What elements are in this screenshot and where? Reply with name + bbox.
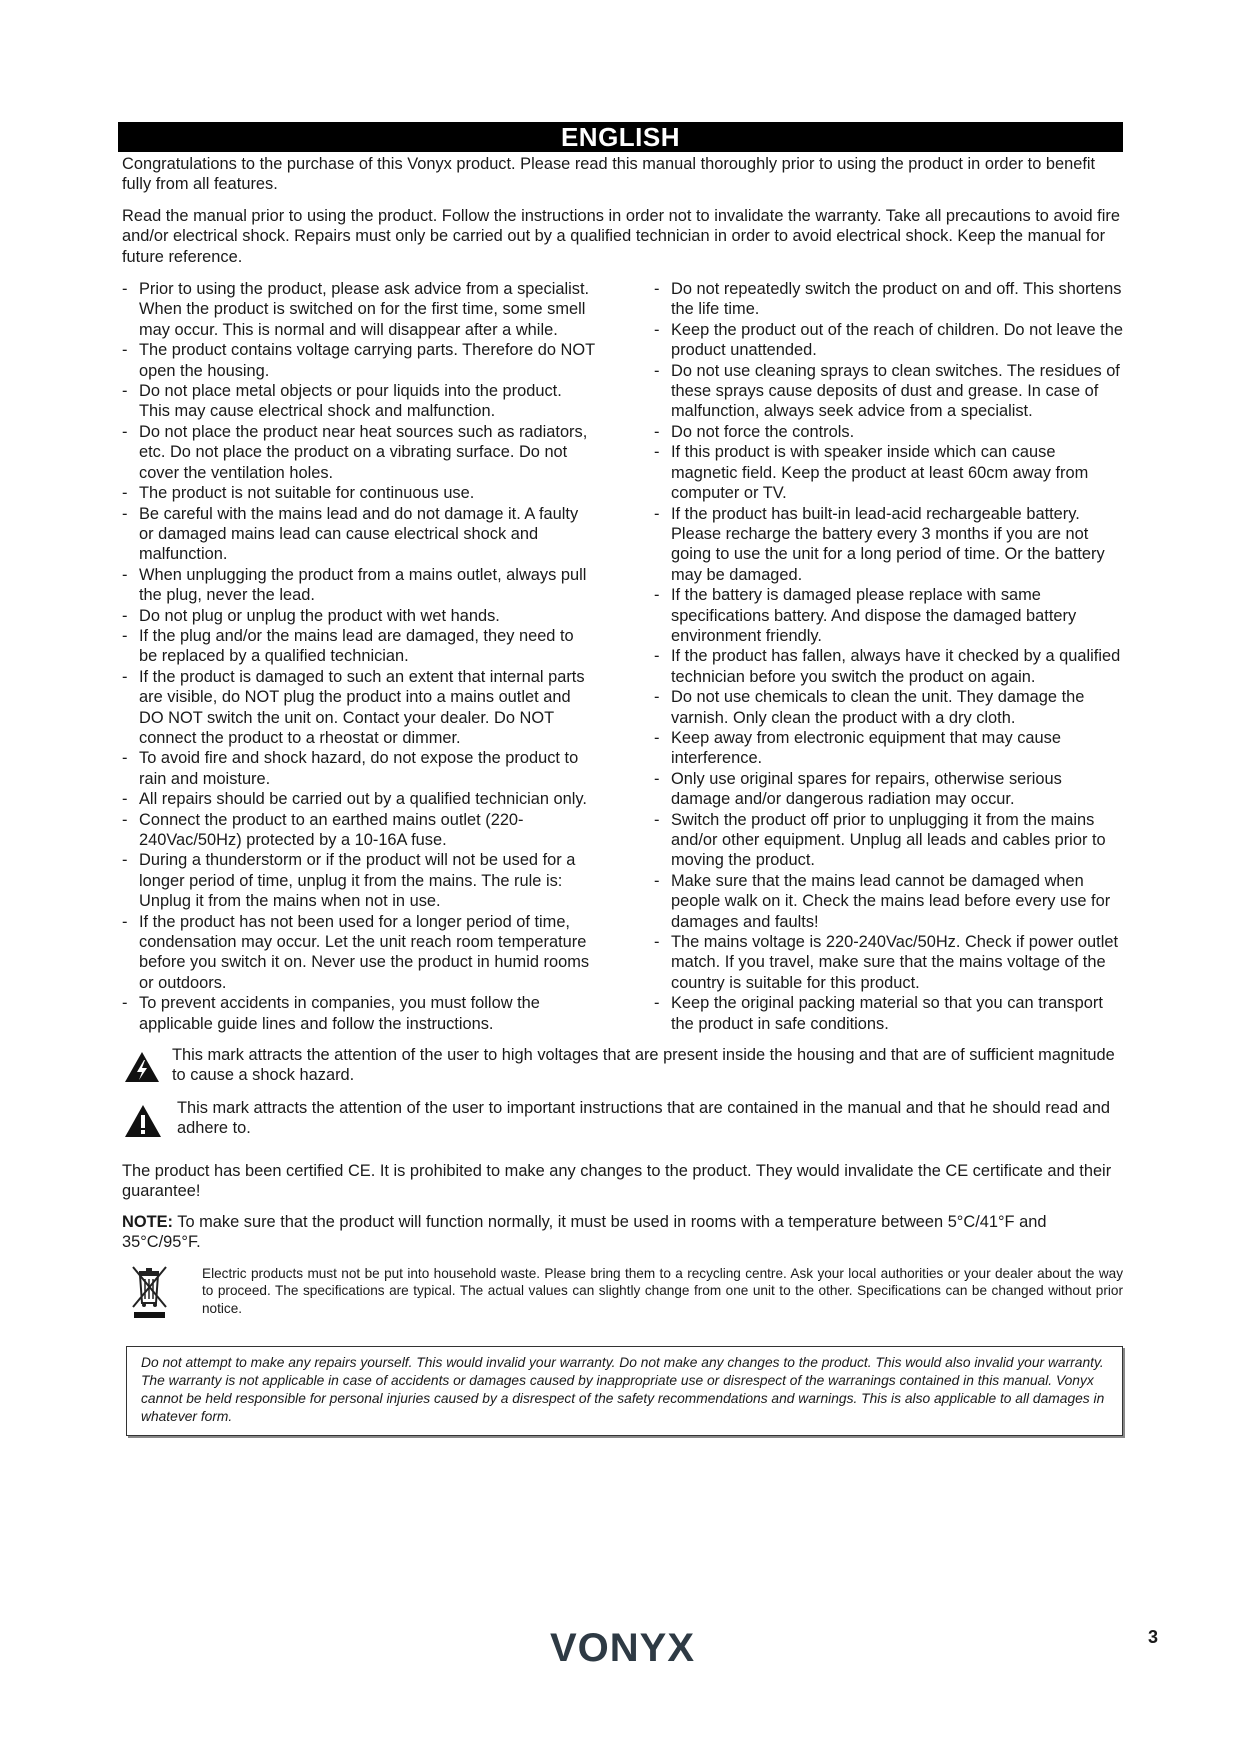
language-banner: ENGLISH xyxy=(118,122,1123,152)
safety-list-left xyxy=(118,279,596,1034)
safety-item: - To prevent accidents in companies, you must follow the applicable guide lines and follow the instructions. xyxy=(122,993,596,1034)
safety-item: - If the battery is damaged please replace with same specifications battery. And dispose the damaged battery environment friendly. xyxy=(654,585,1123,646)
safety-item: - If the product has not been used for a longer period of time, condensation may occur. Let the unit reach room temperature before you switch it on. Never use the product in humid rooms or outdoors. xyxy=(122,912,596,994)
safety-instructions xyxy=(118,279,1123,1034)
note-text: To make sure that the product will function normally, it must be used in rooms with a temperature between 5°C/41°F and 35°C/95°F. xyxy=(122,1212,1047,1252)
safety-item: - The product contains voltage carrying parts. Therefore do NOT open the housing. xyxy=(122,340,596,381)
safety-item: - When unplugging the product from a mains outlet, always pull the plug, never the lead. xyxy=(122,565,596,606)
safety-item: - Only use original spares for repairs, otherwise serious damage and/or dangerous radiation may occur. xyxy=(654,769,1123,810)
warranty-text: Do not attempt to make any repairs yourself. This would invalid your warranty. Do not make any changes to the product. This would also invalid your warranty. The warranty is not applicable in case of accidents or damages caused by inappropriate use or disrespect of the warranings contained in this manual. Vonyx cannot be held responsible for personal injuries caused by a disrespect of the safety recommendations and warnings. This is also applicable to all damages in whatever form. xyxy=(141,1354,1105,1425)
manual-page xyxy=(118,122,1123,1436)
safety-item: - Do not place the product near heat sources such as radiators, etc. Do not place the product on a vibrating surface. Do not cover the ventilation holes. xyxy=(122,422,596,483)
safety-item: - Keep away from electronic equipment that may cause interference. xyxy=(654,728,1123,769)
safety-item: - The mains voltage is 220-240Vac/50Hz. Check if power outlet match. If you travel, make sure that the mains voltage of the country is suitable for this product. xyxy=(654,932,1123,993)
instructions-mark-text: This mark attracts the attention of the user to important instructions that are contained in the manual and that he should read and adhere to. xyxy=(177,1099,1110,1138)
safety-item: - If the plug and/or the mains lead are damaged, they need to be replaced by a qualified technician. xyxy=(122,626,596,667)
exclamation-warning-icon xyxy=(118,1098,177,1143)
note-label: NOTE: xyxy=(122,1212,173,1231)
safety-item: - If this product is with speaker inside which can cause magnetic field. Keep the product at least 60cm away from computer or TV. xyxy=(654,442,1123,503)
instructions-mark xyxy=(118,1098,1123,1143)
ce-certification-text: The product has been certified CE. It is prohibited to make any changes to the product. They would invalidate the CE certificate and their guarantee! xyxy=(122,1162,1112,1201)
warranty-disclaimer-box xyxy=(126,1346,1123,1436)
safety-item: - Do not repeatedly switch the product on and off. This shortens the life time. xyxy=(654,279,1123,320)
safety-item: - Do not use chemicals to clean the unit. They damage the varnish. Only clean the product with a dry cloth. xyxy=(654,687,1123,728)
safety-item: - To avoid fire and shock hazard, do not expose the product to rain and moisture. xyxy=(122,748,596,789)
safety-item: - Prior to using the product, please ask advice from a specialist. When the product is switched on for the first time, some smell may occur. This is normal and will disappear after a while. xyxy=(122,279,596,340)
safety-item: - Keep the original packing material so that you can transport the product in safe conditions. xyxy=(654,993,1123,1034)
safety-item: - If the product has built-in lead-acid rechargeable battery. Please recharge the battery every 3 months if you are not going to use the unit for a long period of time. Or the battery may be damaged. xyxy=(654,504,1123,586)
safety-item: - Connect the product to an earthed mains outlet (220-240Vac/50Hz) protected by a 10-16A fuse. xyxy=(122,810,596,851)
safety-item: - During a thunderstorm or if the product will not be used for a longer period of time, unplug it from the mains. The rule is: Unplug it from the mains when not in use. xyxy=(122,850,596,911)
safety-item: - If the product has fallen, always have it checked by a qualified technician before you switch the product on again. xyxy=(654,646,1123,687)
intro-paragraph-1: Congratulations to the purchase of this Vonyx product. Please read this manual thoroughly prior to using the product in order to benefit fully from all features. xyxy=(122,155,1096,194)
temperature-note xyxy=(118,1212,1123,1253)
intro-paragraph-2: Read the manual prior to using the product. Follow the instructions in order not to invalidate the warranty. Take all precautions to avoid fire and/or electrical shock. Repairs must only be carried out by a qualified technician in order to avoid electrical shock. Keep the manual for future reference. xyxy=(122,206,1120,266)
safety-item: - Keep the product out of the reach of children. Do not leave the product unattended. xyxy=(654,320,1123,361)
page-number: 3 xyxy=(1148,1627,1159,1647)
safety-item: - The product is not suitable for continuous use. xyxy=(122,483,596,503)
lightning-warning-icon xyxy=(118,1045,172,1088)
safety-item: - All repairs should be carried out by a qualified technician only. xyxy=(122,789,596,809)
logo-wordmark: VONYX xyxy=(550,1626,696,1669)
safety-item: - Do not use cleaning sprays to clean switches. The residues of these sprays cause deposits of dust and grease. In case of malfunction, always seek advice from a specialist. xyxy=(654,361,1123,422)
safety-item: - If the product is damaged to such an extent that internal parts are visible, do NOT plug the product into a mains outlet and DO NOT switch the unit on. Contact your dealer. Do NOT connect the product to a rheostat or dimmer. xyxy=(122,667,596,749)
safety-item: - Make sure that the mains lead cannot be damaged when people walk on it. Check the mains lead before every use for damages and faults! xyxy=(654,871,1123,932)
safety-item: - Be careful with the mains lead and do not damage it. A faulty or damaged mains lead can cause electrical shock and malfunction. xyxy=(122,504,596,565)
vonyx-logo xyxy=(550,1625,725,1669)
safety-item: - Do not force the controls. xyxy=(654,422,1123,442)
voltage-mark xyxy=(118,1045,1123,1088)
voltage-mark-text: This mark attracts the attention of the user to high voltages that are present inside the housing and that are of sufficient magnitude to cause a shock hazard. xyxy=(172,1046,1115,1085)
safety-item: - Switch the product off prior to unplugging it from the mains and/or other equipment. Unplug all leads and cables prior to moving the product. xyxy=(654,810,1123,871)
weee-disposal-notice xyxy=(118,1265,1123,1326)
safety-item: - Do not plug or unplug the product with wet hands. xyxy=(122,606,596,626)
weee-text: Electric products must not be put into household waste. Please bring them to a recycling centre. Ask your local authorities or your dealer about the way to proceed. The specifications are typical. The actual values can slightly change from one unit to the other. Specifications can be changed without prior notice. xyxy=(202,1265,1123,1316)
crossed-bin-icon xyxy=(118,1265,202,1326)
safety-list-right xyxy=(654,279,1123,1034)
safety-item: - Do not place metal objects or pour liquids into the product. This may cause electrical shock and malfunction. xyxy=(122,381,596,422)
